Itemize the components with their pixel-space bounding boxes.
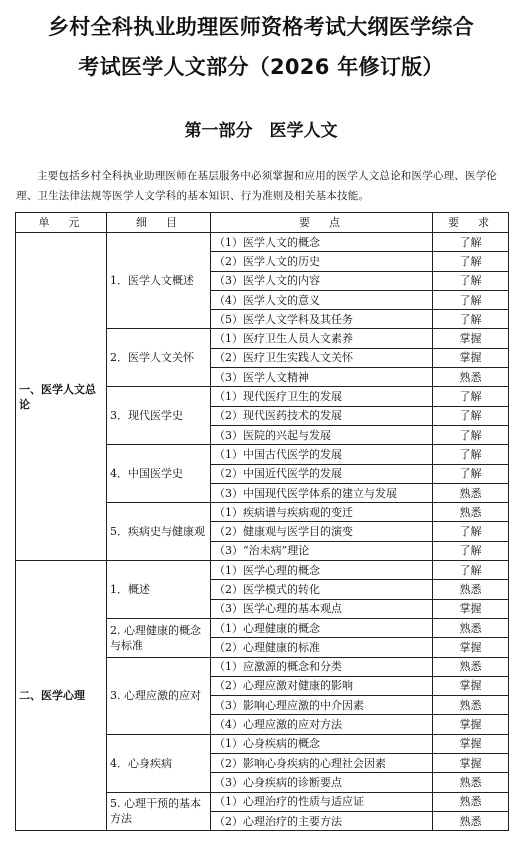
point-cell: （3）中国现代医学体系的建立与发展	[211, 483, 433, 502]
requirement-cell: 掌握	[433, 715, 509, 734]
point-cell: （2）影响心身疾病的心理社会因素	[211, 754, 433, 773]
item-cell: 5．疾病史与健康观	[107, 503, 211, 561]
requirement-cell: 熟悉	[433, 368, 509, 387]
point-cell: （5）医学人文学科及其任务	[211, 310, 433, 329]
point-cell: （2）医疗卫生实践人文关怀	[211, 348, 433, 367]
requirement-cell: 熟悉	[433, 483, 509, 502]
header-requirement: 要 求	[433, 213, 509, 233]
requirement-cell: 熟悉	[433, 503, 509, 522]
point-cell: （1）现代医疗卫生的发展	[211, 387, 433, 406]
requirement-cell: 了解	[433, 522, 509, 541]
requirement-cell: 了解	[433, 252, 509, 271]
point-cell: （1）医学人文的概念	[211, 233, 433, 252]
requirement-cell: 掌握	[433, 754, 509, 773]
requirement-cell: 了解	[433, 445, 509, 464]
point-cell: （3）医学人文的内容	[211, 271, 433, 290]
part-heading: 第一部分 医学人文	[184, 121, 338, 141]
point-cell: （2）心理应激对健康的影响	[211, 676, 433, 695]
point-cell: （3）医学人文精神	[211, 368, 433, 387]
point-cell: （1）疾病谱与疾病观的变迁	[211, 503, 433, 522]
point-cell: （3）“治未病”理论	[211, 541, 433, 560]
syllabus-table	[15, 212, 509, 831]
requirement-cell: 了解	[433, 561, 509, 580]
requirement-cell: 熟悉	[433, 580, 509, 599]
item-cell: 4．心身疾病	[107, 734, 211, 792]
requirement-cell: 了解	[433, 233, 509, 252]
requirement-cell: 熟悉	[433, 773, 509, 792]
point-cell: （3）医学心理的基本观点	[211, 599, 433, 618]
requirement-cell: 掌握	[433, 329, 509, 348]
point-cell: （2）现代医药技术的发展	[211, 406, 433, 425]
point-cell: （1）医学心理的概念	[211, 561, 433, 580]
table-row	[16, 233, 509, 252]
requirement-cell: 掌握	[433, 676, 509, 695]
point-cell: （1）心理健康的概念	[211, 618, 433, 637]
table-header-row	[16, 213, 509, 233]
item-cell: 1．医学人文概述	[107, 233, 211, 329]
header-unit: 单 元	[16, 213, 107, 233]
point-cell: （3）医院的兴起与发展	[211, 425, 433, 444]
item-cell: 3. 心理应激的应对	[107, 657, 211, 734]
requirement-cell: 熟悉	[433, 792, 509, 811]
item-cell: 5. 心理干预的基本方法	[107, 792, 211, 831]
point-cell: （2）心理健康的标准	[211, 638, 433, 657]
requirement-cell: 了解	[433, 271, 509, 290]
requirement-cell: 熟悉	[433, 696, 509, 715]
requirement-cell: 掌握	[433, 599, 509, 618]
requirement-cell: 熟悉	[433, 657, 509, 676]
requirement-cell: 熟悉	[433, 618, 509, 637]
requirement-cell: 了解	[433, 290, 509, 309]
point-cell: （1）应激源的概念和分类	[211, 657, 433, 676]
requirement-cell: 熟悉	[433, 811, 509, 830]
point-cell: （1）心身疾病的概念	[211, 734, 433, 753]
point-cell: （3）影响心理应激的中介因素	[211, 696, 433, 715]
requirement-cell: 掌握	[433, 734, 509, 753]
item-cell: 2．医学人文关怀	[107, 329, 211, 387]
intro-paragraph: 主要包括乡村全科执业助理医师在基层服务中必须掌握和应用的医学人文总论和医学心理、医学伦理、卫生法律法规等医学人文学科的基本知识、行为准则及相关基本技能。	[16, 170, 498, 202]
point-cell: （3）心身疾病的诊断要点	[211, 773, 433, 792]
point-cell: （2）中国近代医学的发展	[211, 464, 433, 483]
point-cell: （2）医学人文的历史	[211, 252, 433, 271]
item-cell: 4．中国医学史	[107, 445, 211, 503]
unit-cell: 一、医学人文总论	[16, 233, 107, 561]
point-cell: （1）医疗卫生人员人文素养	[211, 329, 433, 348]
requirement-cell: 了解	[433, 387, 509, 406]
item-cell: 1．概述	[107, 561, 211, 619]
requirement-cell: 了解	[433, 406, 509, 425]
point-cell: （1）中国古代医学的发展	[211, 445, 433, 464]
requirement-cell: 了解	[433, 464, 509, 483]
point-cell: （2）健康观与医学目的演变	[211, 522, 433, 541]
point-cell: （1）心理治疗的性质与适应证	[211, 792, 433, 811]
point-cell: （2）医学模式的转化	[211, 580, 433, 599]
header-item: 细 目	[107, 213, 211, 233]
point-cell: （2）心理治疗的主要方法	[211, 811, 433, 830]
requirement-cell: 掌握	[433, 348, 509, 367]
item-cell: 3．现代医学史	[107, 387, 211, 445]
item-cell: 2. 心理健康的概念与标准	[107, 618, 211, 657]
requirement-cell: 了解	[433, 425, 509, 444]
requirement-cell: 了解	[433, 541, 509, 560]
document-title-line-1: 乡村全科执业助理医师资格考试大纲医学综合	[48, 15, 474, 39]
unit-cell: 二、医学心理	[16, 561, 107, 831]
requirement-cell: 掌握	[433, 638, 509, 657]
requirement-cell: 了解	[433, 310, 509, 329]
table-row	[16, 561, 509, 580]
header-point: 要 点	[211, 213, 433, 233]
point-cell: （4）医学人文的意义	[211, 290, 433, 309]
document-title-line-2: 考试医学人文部分（2026 年修订版）	[78, 55, 444, 79]
table-body	[16, 233, 509, 831]
point-cell: （4）心理应激的应对方法	[211, 715, 433, 734]
